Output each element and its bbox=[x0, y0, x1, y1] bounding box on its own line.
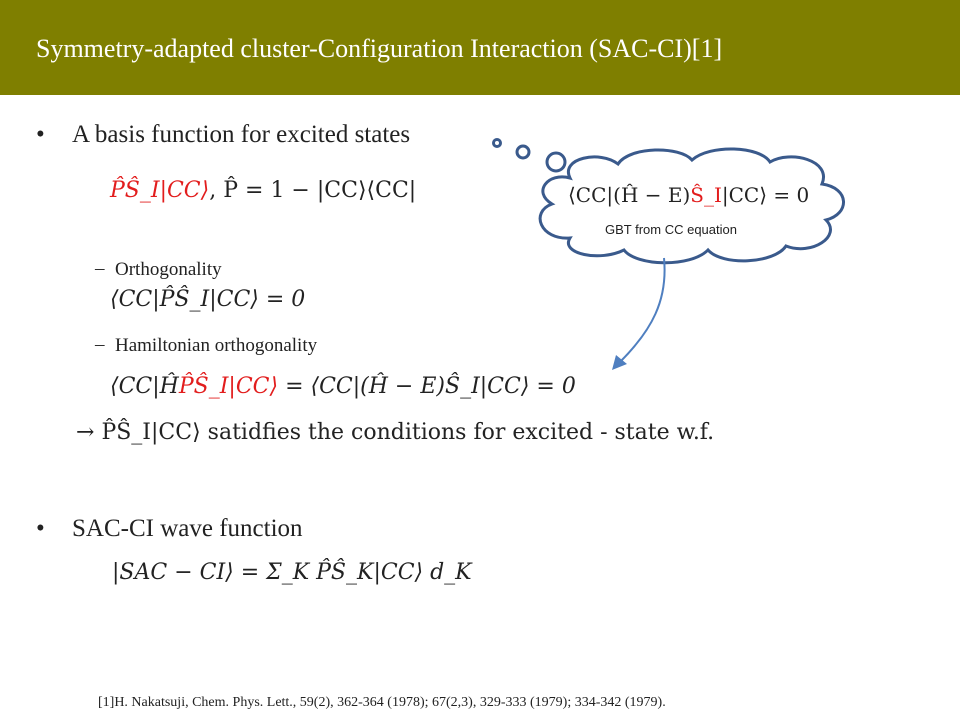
equation-text: ⟨CC|P̂Ŝ_I|CC⟩ = 0 bbox=[110, 287, 306, 312]
equation-part-a: ⟨CC|Ĥ bbox=[110, 374, 179, 399]
equation-part-b: = ⟨CC|(Ĥ − E)Ŝ_I|CC⟩ = 0 bbox=[278, 374, 576, 399]
cloud-eq-red-term: Ŝ_I bbox=[690, 183, 722, 207]
equation-red-term: P̂Ŝ_I|CC⟩ bbox=[178, 374, 279, 399]
bullet-text: SAC-CI wave function bbox=[72, 515, 303, 542]
bullet-icon: • bbox=[36, 515, 45, 542]
subitem-text: Orthogonality bbox=[115, 259, 222, 280]
reference-footnote: [1]H. Nakatsuji, Chem. Phys. Lett., 59(2), 362-364 (1978); 67(2,3), 329-333 (1979); 334-342 (1979). bbox=[98, 695, 666, 710]
right-arrow-icon: → bbox=[76, 420, 95, 445]
equation-projector: , P̂ = 1 − |CC⟩⟨CC| bbox=[209, 178, 417, 203]
equation-red-term: P̂Ŝ_I|CC⟩ bbox=[110, 178, 210, 203]
cloud-eq-part-b: |CC⟩ = 0 bbox=[721, 183, 810, 207]
equation-text: |SAC − CI⟩ = Σ_K P̂Ŝ_K|CC⟩ d_K bbox=[112, 560, 472, 585]
bullet-icon: • bbox=[36, 121, 45, 148]
thought-bubble-small bbox=[494, 140, 501, 147]
thought-bubble-large bbox=[547, 153, 565, 171]
dash-icon: – bbox=[95, 258, 105, 279]
conclusion-text: P̂Ŝ_I|CC⟩ satidfies the conditions for excited - state w.f. bbox=[101, 420, 715, 445]
cloud-equation bbox=[568, 183, 809, 207]
cloud-caption: GBT from CC equation bbox=[605, 222, 737, 237]
curved-arrow bbox=[620, 258, 665, 362]
bullet-text: A basis function for excited states bbox=[72, 121, 411, 148]
subitem-text: Hamiltonian orthogonality bbox=[115, 335, 318, 356]
thought-bubble-medium bbox=[517, 146, 529, 158]
dash-icon: – bbox=[95, 334, 105, 355]
slide-title: Symmetry-adapted cluster-Configuration Interaction (SAC-CI)[1] bbox=[36, 34, 723, 63]
cloud-eq-part-a: ⟨CC|(Ĥ − E) bbox=[568, 183, 691, 207]
